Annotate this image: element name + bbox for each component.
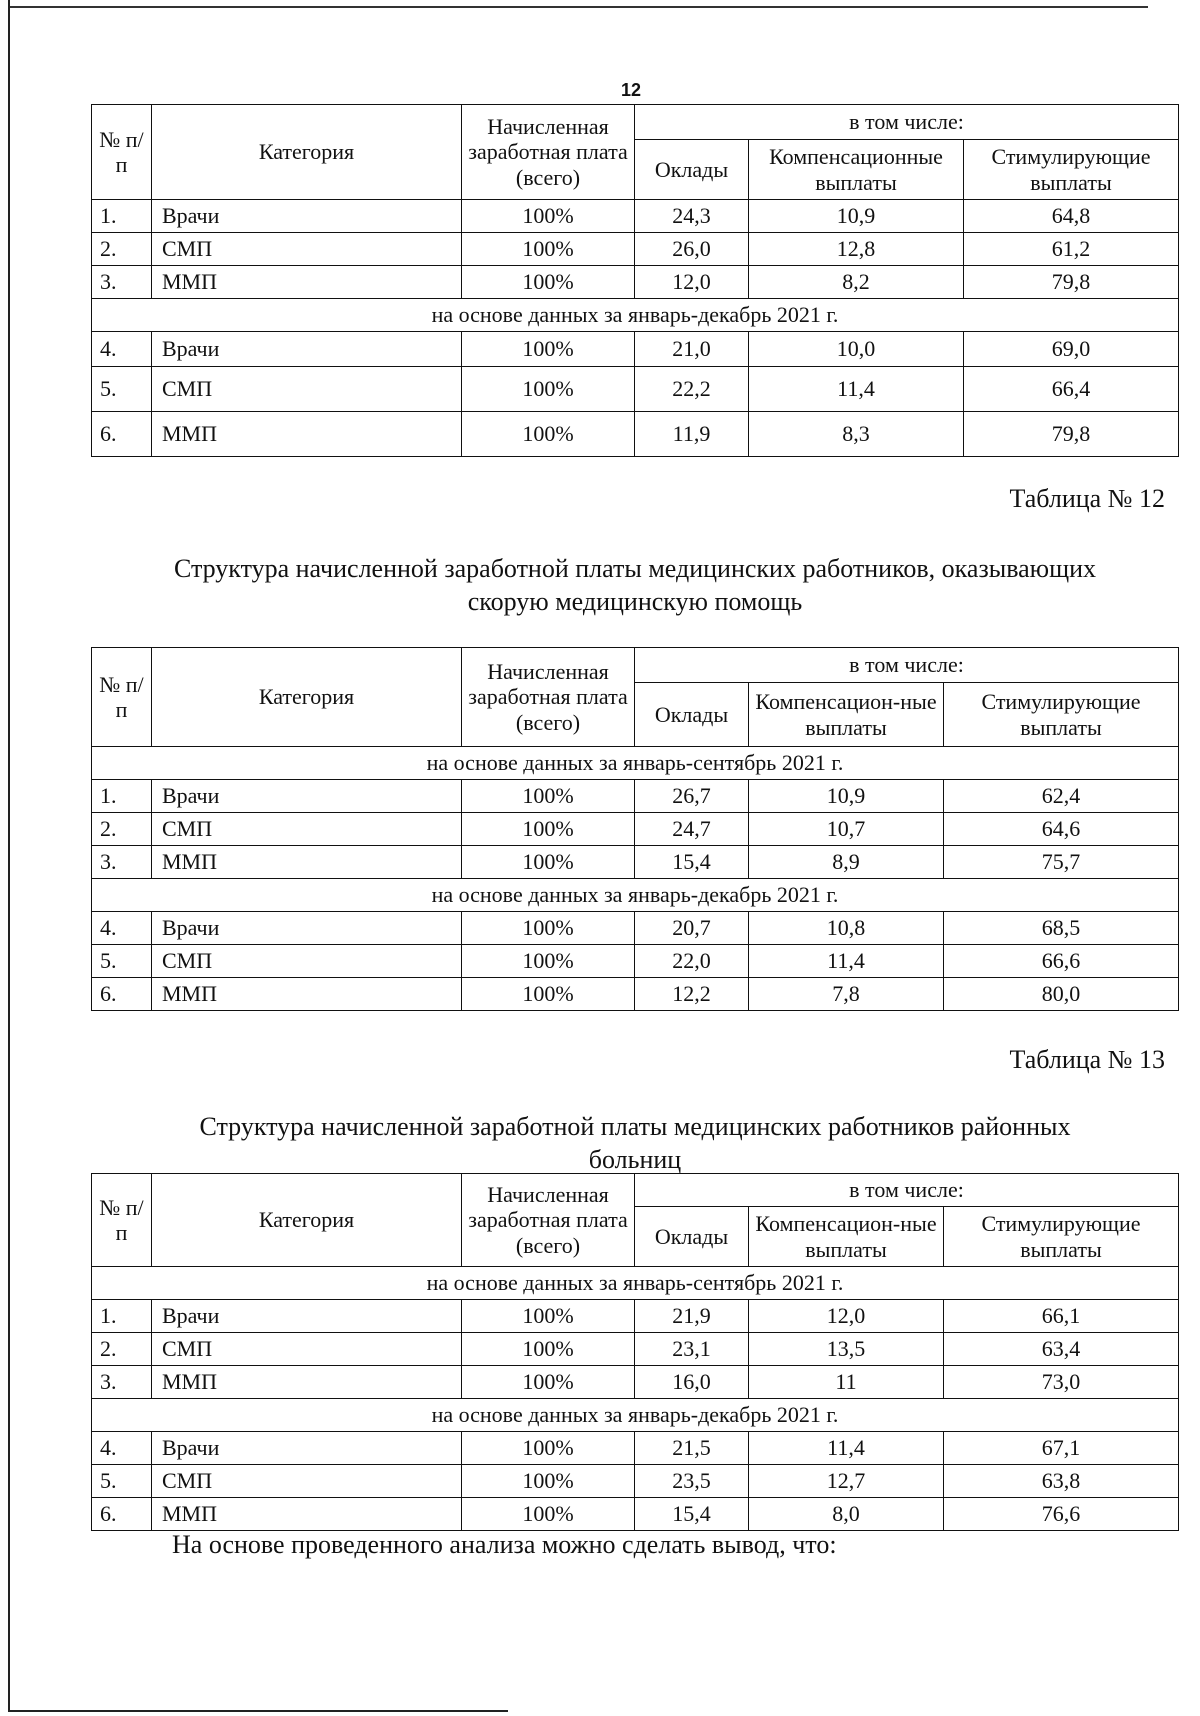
conclusion-text: На основе проведенного анализа можно сделать вывод, что: <box>172 1530 837 1559</box>
table-row: 3. ММП 100% 15,4 8,9 75,7 <box>92 846 1179 879</box>
section-row: на основе данных за январь-сентябрь 2021 г. <box>92 747 1179 780</box>
table-row: 5. СМП 100% 22,0 11,4 66,6 <box>92 945 1179 978</box>
table-row: 6. ММП 100% 12,2 7,8 80,0 <box>92 978 1179 1011</box>
header-salary: Оклады <box>635 683 749 747</box>
header-total: Начисленная заработная плата (всего) <box>462 105 635 200</box>
table-row: 4. Врачи 100% 20,7 10,8 68,5 <box>92 912 1179 945</box>
section-row: на основе данных за январь-сентябрь 2021 г. <box>92 1267 1179 1300</box>
header-comp: Компенсацион-ные выплаты <box>749 1207 944 1267</box>
table-row: 2. СМП 100% 24,7 10,7 64,6 <box>92 813 1179 846</box>
header-num: № п/п <box>92 105 152 200</box>
header-category: Категория <box>152 1174 462 1267</box>
header-stim: Стимулирующие выплаты <box>944 1207 1179 1267</box>
table-row: 4. Врачи 100% 21,5 11,4 67,1 <box>92 1432 1179 1465</box>
table-row: 5. СМП 100% 23,5 12,7 63,8 <box>92 1465 1179 1498</box>
table-12-label: Таблица № 12 <box>1009 484 1165 513</box>
header-stim: Стимулирующие выплаты <box>964 140 1179 200</box>
header-total: Начисленная заработная плата (всего) <box>462 648 635 747</box>
header-incl: в том числе: <box>635 1174 1179 1207</box>
table-row: 4. Врачи 100% 21,0 10,0 69,0 <box>92 332 1179 367</box>
table-row: 6. ММП 100% 11,9 8,3 79,8 <box>92 412 1179 457</box>
table-row: 1. Врачи 100% 24,3 10,9 64,8 <box>92 200 1179 233</box>
table-row: 3. ММП 100% 12,0 8,2 79,8 <box>92 266 1179 299</box>
header-salary: Оклады <box>635 140 749 200</box>
table-13-title: Структура начисленной заработной платы медицинских работников районных больниц <box>199 1112 1071 1174</box>
section-row: на основе данных за январь-декабрь 2021 г. <box>92 879 1179 912</box>
section-row: на основе данных за январь-декабрь 2021 г. <box>92 299 1179 332</box>
header-comp: Компенсационные выплаты <box>749 140 964 200</box>
table-row: 2. СМП 100% 23,1 13,5 63,4 <box>92 1333 1179 1366</box>
table-row: 1. Врачи 100% 21,9 12,0 66,1 <box>92 1300 1179 1333</box>
header-num: № п/п <box>92 648 152 747</box>
page-number: 12 <box>620 80 642 100</box>
header-incl: в том числе: <box>635 105 1179 140</box>
header-total: Начисленная заработная плата (всего) <box>462 1174 635 1267</box>
table-12 <box>91 647 1179 1011</box>
scan-border-bottom <box>8 1710 508 1712</box>
table-11-continuation <box>91 104 1179 457</box>
table-row: 6. ММП 100% 15,4 8,0 76,6 <box>92 1498 1179 1531</box>
table-row: 2. СМП 100% 26,0 12,8 61,2 <box>92 233 1179 266</box>
table-12-title: Структура начисленной заработной платы медицинских работников, оказывающих скорую медицинскую помощь <box>173 554 1097 616</box>
table-row: 1. Врачи 100% 26,7 10,9 62,4 <box>92 780 1179 813</box>
table-row: 5. СМП 100% 22,2 11,4 66,4 <box>92 367 1179 412</box>
header-incl: в том числе: <box>635 648 1179 683</box>
header-category: Категория <box>152 648 462 747</box>
header-comp: Компенсацион-ные выплаты <box>749 683 944 747</box>
scan-border-left <box>8 0 10 1710</box>
table-13 <box>91 1173 1179 1531</box>
header-salary: Оклады <box>635 1207 749 1267</box>
table-13-label: Таблица № 13 <box>1009 1045 1165 1074</box>
header-category: Категория <box>152 105 462 200</box>
header-stim: Стимулирующие выплаты <box>944 683 1179 747</box>
table-row: 3. ММП 100% 16,0 11 73,0 <box>92 1366 1179 1399</box>
scan-border-top <box>8 6 1148 8</box>
section-row: на основе данных за январь-декабрь 2021 г. <box>92 1399 1179 1432</box>
header-num: № п/п <box>92 1174 152 1267</box>
